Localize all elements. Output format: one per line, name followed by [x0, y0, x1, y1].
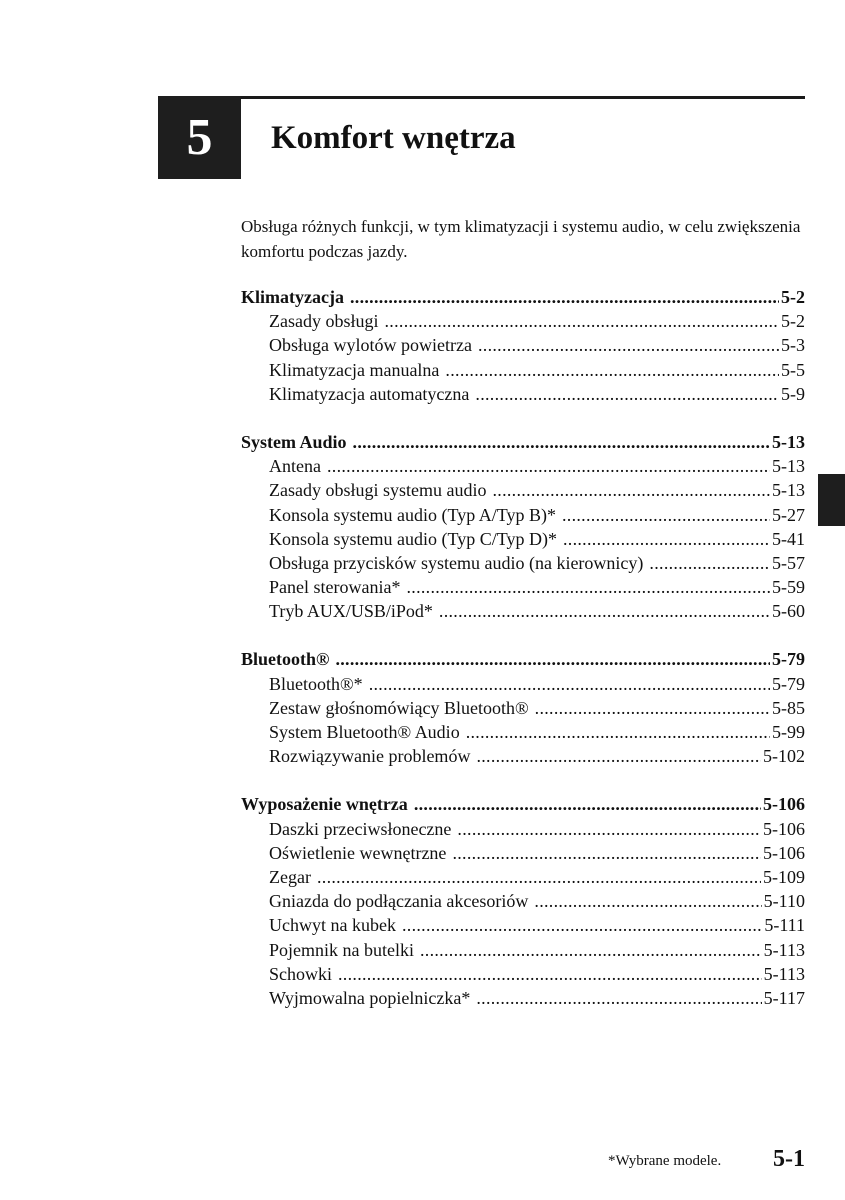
- toc-entry[interactable]: [241, 575, 805, 599]
- toc-entry-label: Daszki przeciwsłoneczne: [269, 818, 452, 839]
- toc-entry-label: Zasady obsługi: [269, 311, 379, 332]
- toc-entry-label: Gniazda do podłączania akcesoriów: [269, 891, 529, 912]
- toc-entry-page: 5-9: [781, 383, 805, 404]
- dot-leader: [414, 792, 761, 816]
- dot-leader: [452, 841, 761, 865]
- dot-leader: [478, 333, 779, 357]
- dot-leader: [562, 503, 770, 527]
- toc-heading-label: Bluetooth®: [241, 649, 330, 670]
- toc-entry-page: 5-41: [772, 528, 805, 549]
- toc-entry-label: Oświetlenie wewnętrzne: [269, 842, 447, 863]
- toc-entry-page: 5-109: [763, 866, 805, 887]
- toc-entry[interactable]: [241, 962, 805, 986]
- toc-entry-label: Antena: [269, 456, 321, 477]
- page-number: 5-1: [773, 1146, 805, 1172]
- toc-entry-page: 5-27: [772, 504, 805, 525]
- toc-entry-page: 5-5: [781, 359, 805, 380]
- dot-leader: [476, 986, 761, 1010]
- toc-entry-page: 5-59: [772, 577, 805, 598]
- toc-entry-label: Rozwiązywanie problemów: [269, 746, 471, 767]
- toc-section: [241, 647, 805, 768]
- toc-entry[interactable]: [241, 358, 805, 382]
- toc-entry[interactable]: [241, 696, 805, 720]
- toc-section-heading[interactable]: [241, 792, 805, 816]
- toc-entry[interactable]: [241, 986, 805, 1010]
- toc-entry[interactable]: [241, 938, 805, 962]
- dot-leader: [350, 285, 779, 309]
- toc-entry-page: 5-3: [781, 335, 805, 356]
- toc-entry[interactable]: [241, 889, 805, 913]
- dot-leader: [439, 599, 770, 623]
- toc-heading-label: System Audio: [241, 431, 347, 452]
- toc-section: [241, 285, 805, 406]
- dot-leader: [338, 962, 762, 986]
- toc-entry[interactable]: [241, 551, 805, 575]
- toc-heading-page: 5-106: [763, 794, 805, 815]
- toc-entry-label: Obsługa przycisków systemu audio (na kierownicy): [269, 552, 644, 573]
- dot-leader: [466, 720, 770, 744]
- chapter-number-box: [158, 96, 241, 179]
- toc-heading-page: 5-13: [772, 431, 805, 452]
- dot-leader: [475, 382, 779, 406]
- toc-entry[interactable]: [241, 720, 805, 744]
- toc-section: [241, 792, 805, 1010]
- toc-heading-page: 5-79: [772, 649, 805, 670]
- dot-leader: [402, 913, 762, 937]
- toc-entry-label: Obsługa wylotów powietrza: [269, 335, 472, 356]
- toc-entry-page: 5-113: [763, 939, 805, 960]
- chapter-intro: Obsługa różnych funkcji, w tym klimatyzacji i systemu audio, w celu zwiększenia komfortu podczas jazdy.: [241, 217, 801, 261]
- toc-entry-page: 5-79: [772, 673, 805, 694]
- toc-entry-label: Tryb AUX/USB/iPod*: [269, 601, 433, 622]
- toc-section-heading[interactable]: [241, 285, 805, 309]
- toc-entry[interactable]: [241, 309, 805, 333]
- dot-leader: [385, 309, 780, 333]
- toc-entry[interactable]: [241, 333, 805, 357]
- toc-entry-label: Schowki: [269, 963, 332, 984]
- dot-leader: [406, 575, 770, 599]
- toc-entry-label: Konsola systemu audio (Typ A/Typ B)*: [269, 504, 556, 525]
- table-of-contents: [241, 285, 805, 1034]
- toc-entry-label: Uchwyt na kubek: [269, 915, 396, 936]
- dot-leader: [534, 889, 761, 913]
- toc-entry[interactable]: [241, 478, 805, 502]
- toc-entry[interactable]: [241, 817, 805, 841]
- dot-leader: [535, 696, 770, 720]
- toc-entry[interactable]: [241, 382, 805, 406]
- toc-entry-label: Bluetooth®*: [269, 673, 363, 694]
- toc-entry-label: Konsola systemu audio (Typ C/Typ D)*: [269, 528, 557, 549]
- toc-heading-label: Klimatyzacja: [241, 287, 344, 307]
- chapter-side-tab: [818, 474, 845, 526]
- toc-entry-page: 5-106: [763, 842, 805, 863]
- toc-entry-page: 5-113: [763, 963, 805, 984]
- dot-leader: [335, 647, 770, 671]
- toc-entry-page: 5-13: [772, 456, 805, 477]
- chapter-title: Komfort wnętrza: [271, 120, 516, 156]
- toc-entry[interactable]: [241, 503, 805, 527]
- toc-heading-page: 5-2: [781, 287, 805, 307]
- toc-entry-label: Zegar: [269, 866, 311, 887]
- dot-leader: [420, 938, 762, 962]
- toc-entry-label: Zasady obsługi systemu audio: [269, 480, 487, 501]
- toc-entry-label: Pojemnik na butelki: [269, 939, 414, 960]
- toc-entry-label: System Bluetooth® Audio: [269, 722, 460, 742]
- toc-heading-label: Wyposażenie wnętrza: [241, 794, 408, 815]
- toc-entry-page: 5-85: [772, 697, 805, 718]
- toc-section-heading[interactable]: [241, 430, 805, 454]
- toc-entry[interactable]: [241, 672, 805, 696]
- dot-leader: [445, 358, 779, 382]
- toc-entry-label: Zestaw głośnomówiący Bluetooth®: [269, 697, 529, 718]
- toc-entry-page: 5-99: [772, 722, 805, 742]
- toc-entry-label: Klimatyzacja automatyczna: [269, 383, 470, 404]
- toc-entry-page: 5-102: [763, 746, 805, 767]
- toc-entry[interactable]: [241, 865, 805, 889]
- toc-entry-page: 5-111: [764, 915, 805, 936]
- toc-entry-page: 5-106: [763, 818, 805, 839]
- toc-entry-label: Wyjmowalna popielniczka*: [269, 987, 471, 1008]
- dot-leader: [327, 454, 770, 478]
- toc-entry-page: 5-117: [763, 987, 805, 1008]
- toc-entry[interactable]: [241, 841, 805, 865]
- footnote: *Wybrane modele.: [608, 1153, 722, 1169]
- dot-leader: [476, 744, 761, 768]
- toc-entry-page: 5-57: [772, 552, 805, 573]
- dot-leader: [353, 430, 770, 454]
- dot-leader: [649, 551, 770, 575]
- toc-entry[interactable]: [241, 527, 805, 551]
- toc-entry-page: 5-110: [763, 891, 805, 912]
- dot-leader: [457, 817, 761, 841]
- dot-leader: [492, 478, 770, 502]
- toc-section: [241, 430, 805, 624]
- top-rule: [158, 96, 805, 99]
- toc-section-heading[interactable]: [241, 647, 805, 671]
- toc-entry[interactable]: [241, 454, 805, 478]
- toc-entry-page: 5-2: [781, 311, 805, 332]
- chapter-number: 5: [186, 108, 213, 166]
- dot-leader: [317, 865, 761, 889]
- toc-entry[interactable]: [241, 744, 805, 768]
- toc-entry[interactable]: [241, 599, 805, 623]
- toc-entry-label: Klimatyzacja manualna: [269, 359, 440, 380]
- dot-leader: [369, 672, 770, 696]
- toc-entry[interactable]: [241, 913, 805, 937]
- toc-entry-label: Panel sterowania*: [269, 577, 401, 598]
- toc-entry-page: 5-60: [772, 601, 805, 622]
- toc-entry-page: 5-13: [772, 480, 805, 501]
- dot-leader: [563, 527, 770, 551]
